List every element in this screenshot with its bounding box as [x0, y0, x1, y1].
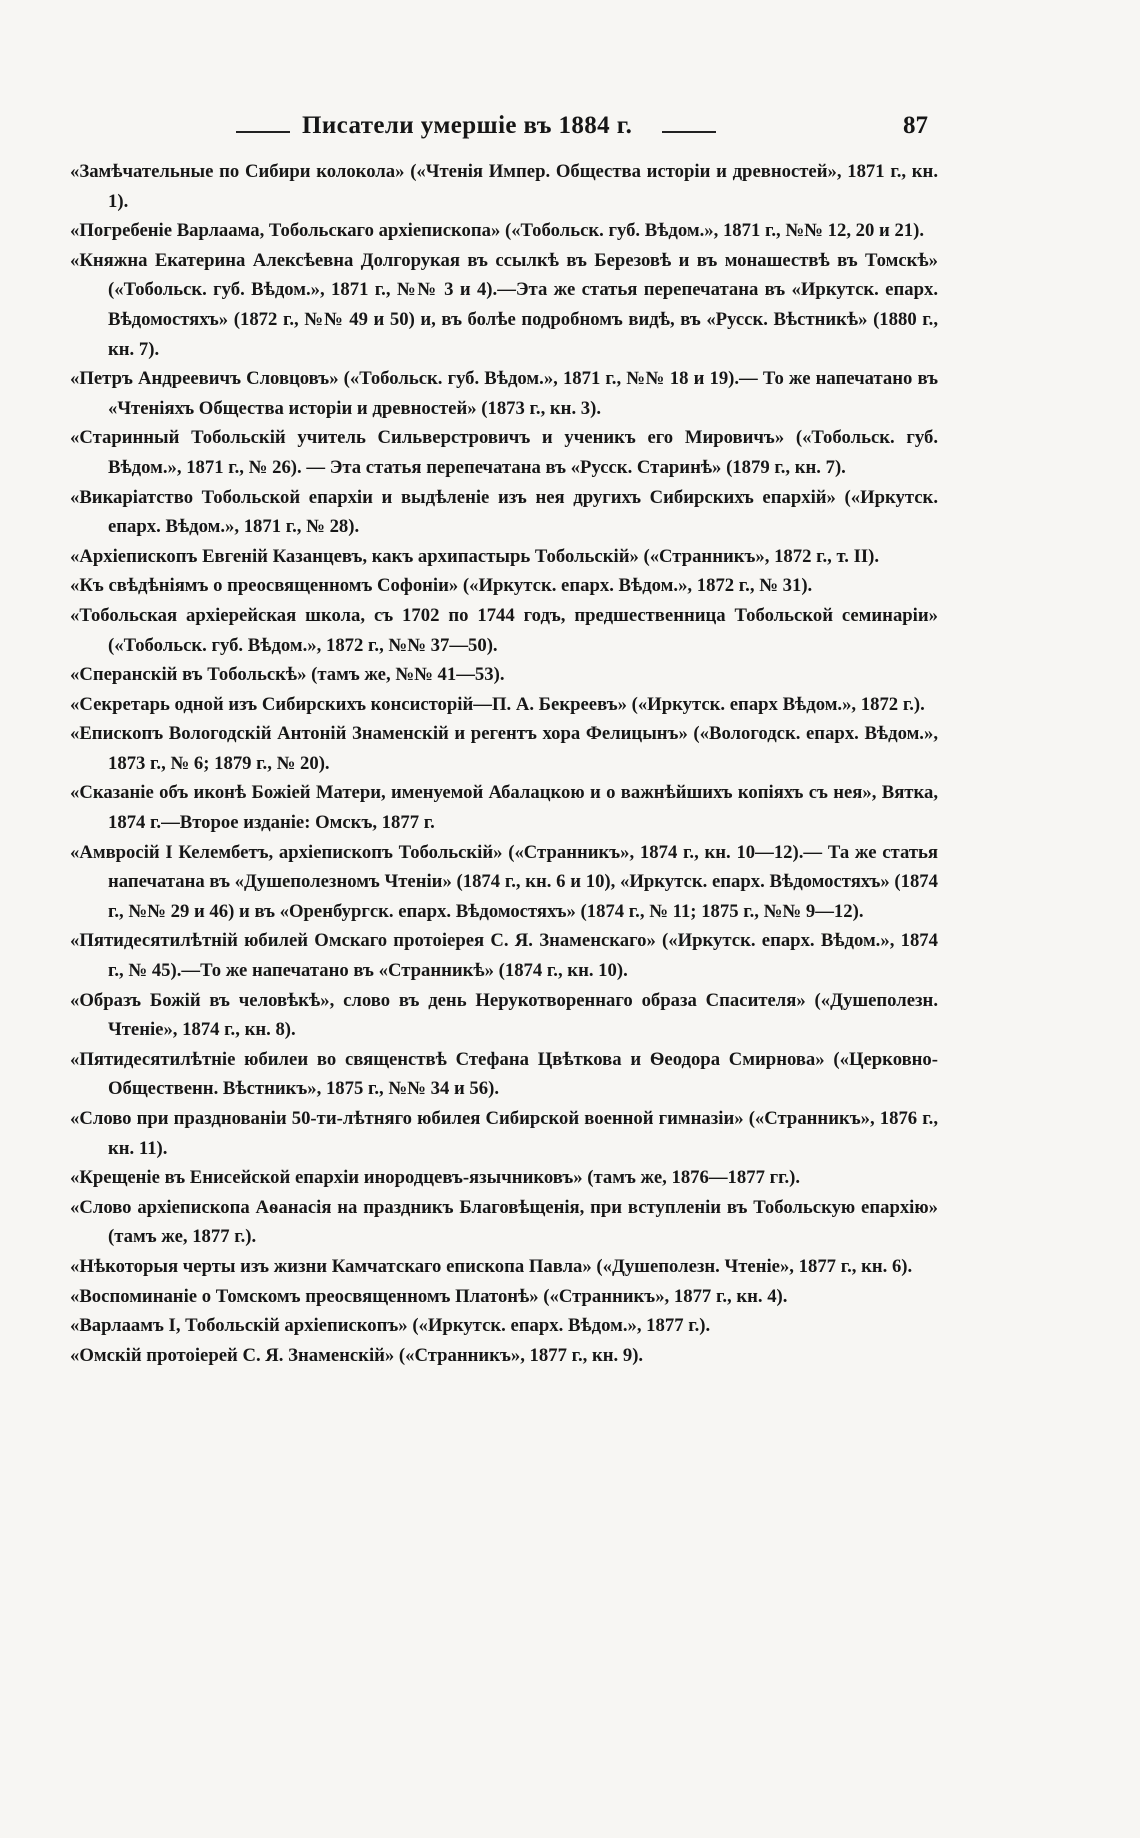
- bibliography-entry: «Амвросій I Келембетъ, архіепископъ Тобольскій» («Странникъ», 1874 г., кн. 10—12).— Та же статья напечатана въ «Душеполезномъ Чтеніи» (1874 г., кн. 6 и 10), «Иркутск. епарх. Вѣдомостяхъ» (1874 г., №№ 29 и 46) и въ «Оренбургск. епарх. Вѣдомостяхъ» (1874 г., № 11; 1875 г., №№ 9—12).: [70, 841, 938, 922]
- bibliography-entry: «Архіепископъ Евгеній Казанцевъ, какъ архипастырь Тобольскій» («Странникъ», 1872 г., т. II).: [70, 545, 880, 567]
- running-header: [236, 112, 928, 152]
- bibliography-entry: «Тобольская архіерейская школа, съ 1702 по 1744 годъ, предшественница Тобольской семинаріи» («Тобольск. губ. Вѣдом.», 1872 г., №№ 37—50).: [70, 604, 938, 656]
- bibliography-entry: «Пятидесятилѣтніе юбилеи во священствѣ Стефана Цвѣткова и Ѳеодора Смирнова» («Церковно-Общественн. Вѣстникъ», 1875 г., №№ 34 и 56).: [70, 1048, 938, 1100]
- bibliography-entry: «Крещеніе въ Енисейской епархіи инородцевъ-язычниковъ» (тамъ же, 1876—1877 гг.).: [70, 1167, 801, 1189]
- bibliography-entry: «Слово при празднованіи 50-ти-лѣтняго юбилея Сибирской военной гимназіи» («Странникъ», 1876 г., кн. 11).: [70, 1108, 938, 1159]
- bibliography-entry: «Образъ Божій въ человѣкѣ», слово въ день Нерукотвореннаго образа Спасителя» («Душеполезн. Чтеніе», 1874 г., кн. 8).: [70, 989, 938, 1041]
- bibliography-entry: «Варлаамъ I, Тобольскій архіепископъ» («Иркутск. епарх. Вѣдом.», 1877 г.).: [70, 1315, 711, 1337]
- bibliography-entry: «Воспоминаніе о Томскомъ преосвященномъ Платонѣ» («Странникъ», 1877 г., кн. 4).: [70, 1285, 788, 1307]
- header-rule-left: [236, 131, 290, 133]
- bibliography-entry: «Пятидесятилѣтній юбилей Омскаго протоіерея С. Я. Знаменскаго» («Иркутск. епарх. Вѣдом.», 1874 г., № 45).—То же напечатано въ «Странникѣ» (1874 г., кн. 10).: [70, 930, 938, 982]
- bibliography-entry: «Погребеніе Варлаама, Тобольскаго архіепископа» («Тобольск. губ. Вѣдом.», 1871 г., №№ 12, 20 и 21).: [70, 220, 925, 242]
- bibliography-entry: «Нѣкоторыя черты изъ жизни Камчатскаго епископа Павла» («Душеполезн. Чтеніе», 1877 г., кн. 6).: [70, 1255, 913, 1277]
- bibliography-entry: «Замѣчательные по Сибири колокола» («Чтенія Импер. Общества исторіи и древностей», 1871 г., кн. 1).: [70, 161, 938, 212]
- bibliography-entry: «Епископъ Вологодскій Антоній Знаменскій и регентъ хора Фелицынъ» («Вологодск. епарх. Вѣдом.», 1873 г., № 6; 1879 г., № 20).: [70, 723, 938, 774]
- bibliography-entry: «Омскій протоіерей С. Я. Знаменскій» («Странникъ», 1877 г., кн. 9).: [70, 1344, 644, 1366]
- page-number: 87: [903, 112, 928, 139]
- bibliography-entry: «Петръ Андреевичъ Словцовъ» («Тобольск. губ. Вѣдом.», 1871 г., №№ 18 и 19).— То же напечатано въ «Чтеніяхъ Общества исторіи и древностей» (1873 г., кн. 3).: [70, 368, 938, 419]
- bibliography-entry: «Сперанскій въ Тобольскѣ» (тамъ же, №№ 41—53).: [70, 664, 505, 686]
- header-rule-right: [662, 131, 716, 133]
- bibliography-entry: «Старинный Тобольскій учитель Сильверстровичъ и ученикъ его Мировичъ» («Тобольск. губ. Вѣдом.», 1871 г., № 26). — Эта статья перепечатана въ «Русск. Старинѣ» (1879 г., кн. 7).: [70, 427, 938, 478]
- bibliography-entry: «Викаріатство Тобольской епархіи и выдѣленіе изъ нея другихъ Сибирскихъ епархій» («Иркутск. епарх. Вѣдом.», 1871 г., № 28).: [70, 486, 938, 538]
- bibliography-entry: «Сказаніе объ иконѣ Божіей Матери, именуемой Абалацкою и о важнѣйшихъ копіяхъ съ нея», Вятка, 1874 г.—Второе изданіе: Омскъ, 1877 г.: [70, 782, 938, 834]
- bibliography-entry: «Княжна Екатерина Алексѣевна Долгорукая въ ссылкѣ въ Березовѣ и въ монашествѣ въ Томскѣ» («Тобольск. губ. Вѣдом.», 1871 г., №№ 3 и 4).—Эта же статья перепечатана въ «Иркутск. епарх. Вѣдомостяхъ» (1872 г., №№ 49 и 50) и, въ болѣе подробномъ видѣ, въ «Русск. Вѣстникѣ» (1880 г., кн. 7).: [70, 249, 938, 360]
- bibliography-entry: «Слово архіепископа Аѳанасія на праздникъ Благовѣщенія, при вступленіи въ Тобольскую епархію» (тамъ же, 1877 г.).: [70, 1196, 938, 1248]
- bibliography-list: [70, 157, 938, 1370]
- running-title: Писатели умершіе въ 1884 г.: [302, 112, 633, 139]
- bibliography-entry: «Къ свѣдѣніямъ о преосвященномъ Софоніи» («Иркутск. епарх. Вѣдом.», 1872 г., № 31).: [70, 575, 813, 597]
- bibliography-entry: «Секретарь одной изъ Сибирскихъ консисторій—П. А. Бекреевъ» («Иркутск. епарх Вѣдом.», 1872 г.).: [70, 693, 925, 715]
